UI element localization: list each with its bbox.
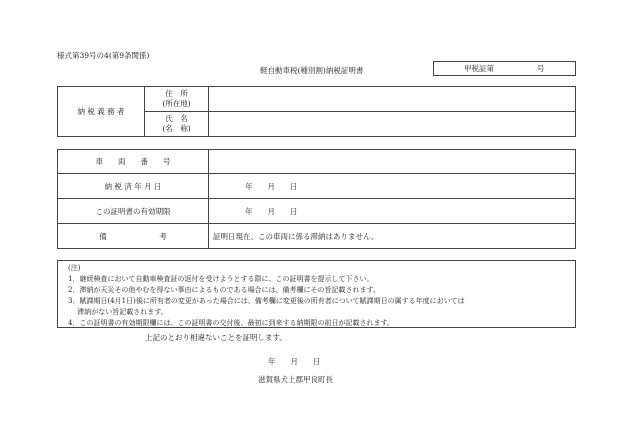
cert-no-prefix: 甲税証第 (464, 64, 494, 73)
cert-no-suffix: 号 (537, 64, 545, 73)
detail-label-cell (58, 174, 209, 199)
notes-heading: (注) (68, 264, 81, 272)
note-item: 4．この証明書の有効期限欄には、この証明書の交付後、最初に到来する納期限の前日が記載されます。 (68, 319, 394, 327)
taxpayer-header: 納 税 義 務 者 (77, 107, 125, 116)
detail-value-cell (209, 174, 576, 199)
name-label-cell (145, 112, 209, 137)
vehicle-number-label: 車 両 番 号 (95, 157, 171, 166)
detail-label-cell (58, 224, 209, 249)
name-label: 氏 名 (165, 114, 188, 123)
address-sublabel: (所在地) (162, 99, 191, 108)
detail-value-cell (209, 224, 576, 249)
note-item: 3．賦課期日(4月1日)後に所有者の変更があった場合には、備考欄に変更後の所有者について賦課期日の属する年度においては (68, 297, 465, 305)
detail-row (58, 199, 576, 224)
issuer-name: 滋賀県犬上郡甲良町長 (258, 375, 333, 384)
details-table (57, 149, 576, 249)
address-value-cell (209, 87, 576, 112)
expiry-value: 年 月 日 (245, 206, 298, 216)
detail-value-cell (209, 199, 576, 224)
tax-paid-date-value: 年 月 日 (245, 181, 298, 191)
detail-row (58, 224, 576, 249)
detail-label-cell (58, 199, 209, 224)
remarks-label: 備 考 (99, 231, 167, 241)
certificate-number-box (433, 61, 576, 76)
taxpayer-table (57, 86, 576, 137)
detail-label-cell (58, 150, 209, 174)
notes-box (57, 260, 576, 328)
note-item: 1．継続検査において自動車検査証の返付を受けようとする際に、この証明書を提示して下さい。 (68, 275, 374, 283)
tax-paid-date-label: 納 税 済 年 月 日 (104, 181, 162, 191)
name-value-cell (209, 112, 576, 137)
detail-row (58, 150, 576, 174)
note-item: 2．滞納が天災その他やむを得ない事由によるものである場合には、備考欄にその旨記載されます。 (68, 286, 380, 294)
taxpayer-header-cell (58, 87, 145, 137)
document-title: 軽自動車税(種別割)納税証明書 (260, 66, 364, 75)
form-number: 様式第39号の4(第9条関係) (57, 51, 150, 60)
note-item: 滞納がない旨記載されます。 (68, 308, 168, 316)
certify-text: 上記のとおり相違ないことを証明します。 (145, 333, 287, 342)
issue-date: 年 月 日 (268, 357, 321, 366)
address-label: 住 所 (165, 89, 188, 98)
address-label-cell (145, 87, 209, 112)
detail-value-cell (209, 150, 576, 174)
remarks-value: 証明日現在、この車両に係る滞納はありません。 (213, 231, 379, 241)
detail-row (58, 174, 576, 199)
name-sublabel: (名 称) (162, 124, 191, 133)
expiry-label: この証明書の有効期限 (95, 206, 171, 216)
